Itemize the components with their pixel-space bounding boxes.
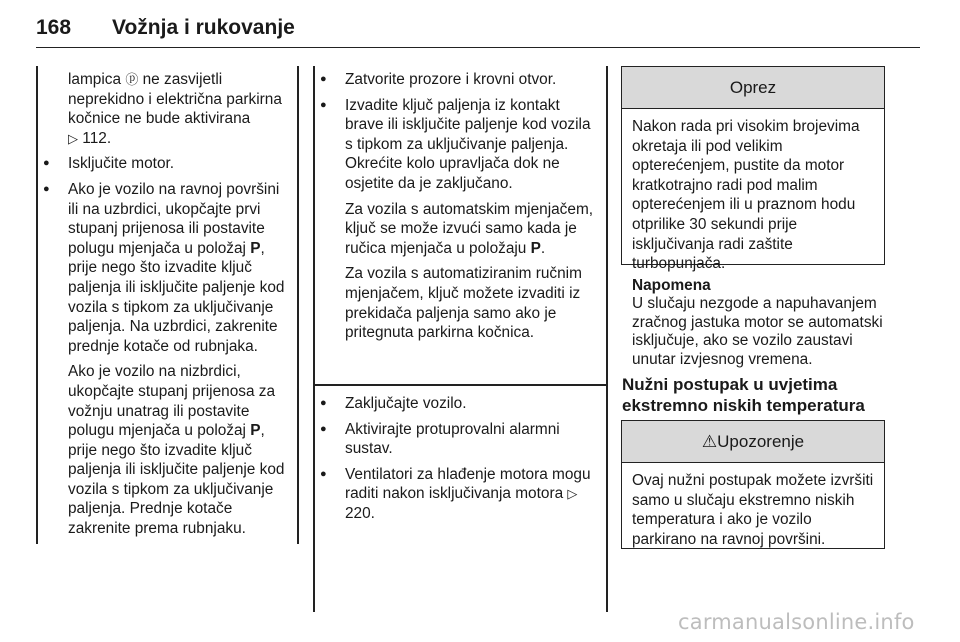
watermark: carmanualsonline.info <box>678 610 915 634</box>
caution-title: Oprez <box>622 67 884 109</box>
column-1 <box>40 70 292 539</box>
chapter-title: Vožnja i rukovanje <box>112 16 295 39</box>
caution-text: Nakon rada pri visokim brojevima okretaja ili pod velikim opterećenjem, pustite da motor kratkotrajno radi pod malim opterećenjem ili u praznom hodu otprilike 30 sekundi prije isključivanja radi zaštite turbopunjača. <box>632 118 860 273</box>
list-item: ● Isključite motor. <box>40 154 292 174</box>
parking-brake-lamp-icon: ⓟ <box>125 72 139 87</box>
note-text: U slučaju nezgode a napuhavanjem zračnog jastuka motor se automatski isključuje, ako se vozilo zaustavi unutar izvjesnog vremena. <box>632 295 883 368</box>
page-header <box>36 4 920 48</box>
column-2-lower <box>317 394 601 524</box>
column-2-right-rule <box>606 66 608 612</box>
list-item: ● Izvadite ključ paljenja iz kontakt brave ili isključite paljenje kod vozila s tipkom za uključivanje paljenja. Okrećite kolo upravljača dok ne osjetite da je zaključano. <box>317 96 601 194</box>
sub-paragraph: Za vozila s automatskim mjenjačem, ključ se može izvući samo kada je ručica mjenjača u položaju P. <box>345 200 594 257</box>
warning-header <box>622 421 884 463</box>
section-heading: Nužni postupak u uvjetima ekstremno niskih temperatura <box>622 375 865 415</box>
list-item: ● Zatvorite prozore i krovni otvor. <box>317 70 601 90</box>
reference-triangle-icon: ▷ <box>68 130 78 146</box>
warning-triangle-icon: ⚠ <box>701 432 718 451</box>
sub-paragraph: Ako je vozilo na nizbrdici, ukopčajte stupanj prijenosa za vožnju unatrag ili postavite polugu mjenjača u položaj P, prije nego što izvadite ključ paljenja ili isključite paljenje kod vozila s tipkom za uključivanje paljenja. Prednje kotače zakrenite prema rubnjaku. <box>68 363 285 538</box>
column-2 <box>317 70 601 343</box>
list-item: ● Ako je vozilo na ravnoj površini ili na uzbrdici, ukopčajte prvi stupanj prijenosa ili postavite polugu mjenjača u položaj P, prije nego što izvadite ključ paljenja ili isključite paljenje kod vozila s tipkom za uključivanje paljenja. Na uzbrdici, zakrenite prednje kotače od rubnjaka. <box>40 180 292 356</box>
column-1-right-rule <box>297 66 299 544</box>
warning-text: Ovaj nužni postupak možete izvršiti samo u slučaju ekstremno niskih temperatura i ako je vozilo parkirano na ravnoj površini. <box>632 472 874 548</box>
page-reference-link[interactable]: 220. <box>345 504 375 522</box>
reference-triangle-icon: ▷ <box>567 486 578 502</box>
continued-text: lampica ⓟ ne zasvijetli neprekidno i električna parkirna kočnice ne bude aktivirana ▷ 112. <box>68 71 282 147</box>
page-reference-link[interactable]: 112. <box>82 129 112 147</box>
list-item: ● Zaključajte vozilo. <box>317 394 601 414</box>
column-1-left-rule <box>36 66 38 544</box>
column-2-left-rule <box>313 66 315 612</box>
warning-title: Upozorenje <box>717 432 805 451</box>
column-2-section-rule <box>313 384 606 386</box>
list-item: ● Aktivirajte protuprovalni alarmni sustav. <box>317 420 601 459</box>
caution-box <box>621 66 885 273</box>
warning-box <box>621 420 885 549</box>
list-item: ● Ventilatori za hlađenje motora mogu raditi nakon isključivanja motora ▷ 220. <box>317 465 601 524</box>
sub-paragraph: Za vozila s automatiziranim ručnim mjenjačem, ključ možete izvaditi iz prekidača paljenja samo ako je pritegnuta parkirna kočnica. <box>345 265 582 342</box>
page-number: 168 <box>36 16 72 39</box>
note-title: Napomena <box>632 277 711 294</box>
